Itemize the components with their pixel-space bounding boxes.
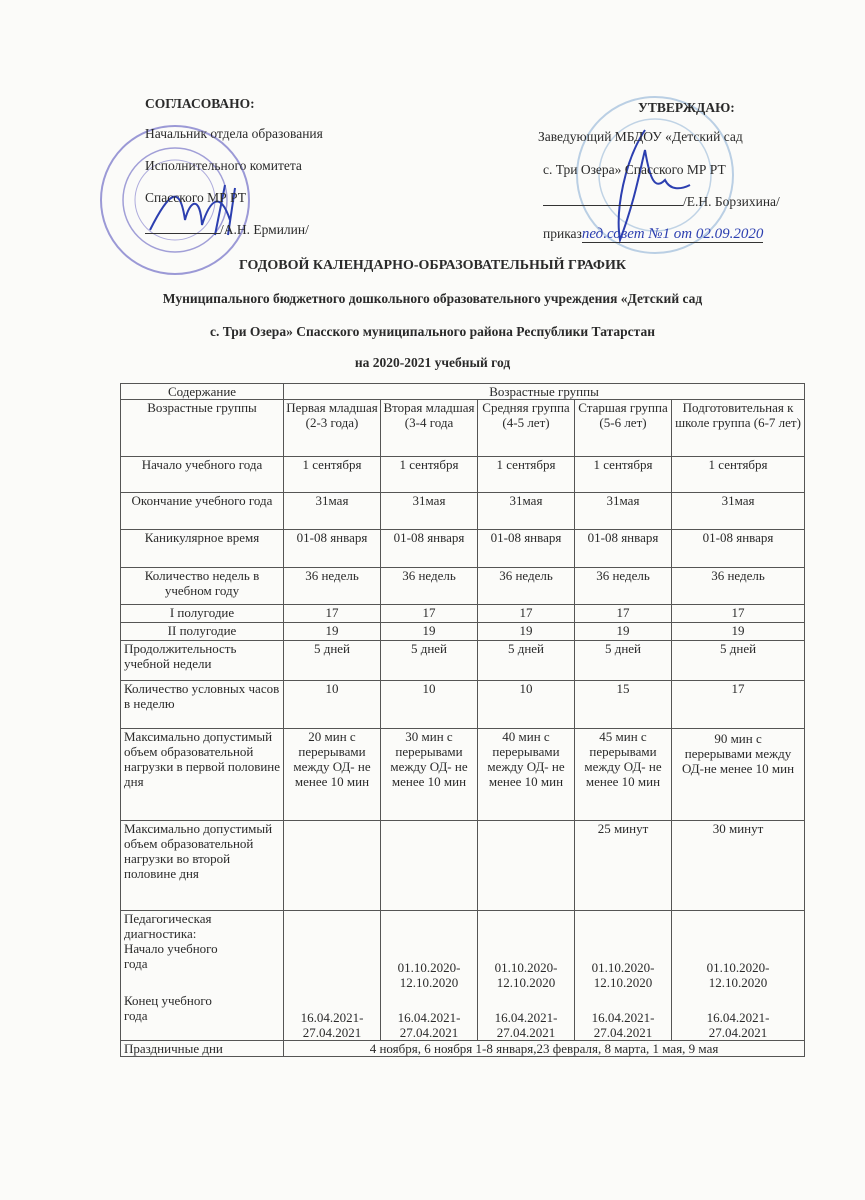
title-line2: Муниципального бюджетного дошкольного образовательного учреждения «Детский сад <box>162 291 703 306</box>
cell: 01-08 января <box>381 530 478 568</box>
row-label: I полугодие <box>121 605 284 623</box>
diagnostics-label: Педагогическая диагностика: <box>124 911 212 941</box>
table-row <box>121 530 805 568</box>
row-label: II полугодие <box>121 623 284 641</box>
row-label: Максимально допустимый объем образовательной нагрузки в первой половине дня <box>121 729 284 821</box>
cell: 15 <box>575 681 672 729</box>
cell: 1 сентября <box>381 457 478 493</box>
diag-start: 01.10.2020-12.10.2020 <box>397 960 461 990</box>
cell <box>381 821 478 911</box>
cell: 10 <box>381 681 478 729</box>
cell: 10 <box>478 681 575 729</box>
table-row <box>121 568 805 605</box>
cell: 31мая <box>381 493 478 530</box>
cell: 30 минут <box>672 821 805 911</box>
diag-end: 16.04.2021-27.04.2021 <box>591 1010 655 1040</box>
cell: Средняя группа (4-5 лет) <box>478 400 575 457</box>
cell: 36 недель <box>381 568 478 605</box>
cell: 17 <box>381 605 478 623</box>
agreed-heading: СОГЛАСОВАНО: <box>145 96 255 111</box>
order-line <box>543 226 763 243</box>
table-row <box>121 681 805 729</box>
diagnostics-row <box>121 911 805 1041</box>
cell: 36 недель <box>478 568 575 605</box>
title-line3: с. Три Озера» Спасского муниципального района Республики Татарстан <box>210 324 655 339</box>
cell: 90 мин с перерывами между ОД-не менее 10 мин <box>672 729 805 821</box>
table-row <box>121 457 805 493</box>
row-label <box>121 911 284 1041</box>
cell: 40 мин с перерывами между ОД- не менее 10 мин <box>478 729 575 821</box>
table-row <box>121 623 805 641</box>
cell: 31мая <box>478 493 575 530</box>
cell: Подготовительная к школе группа (6-7 лет) <box>672 400 805 457</box>
row-label: Максимально допустимый объем образовательной нагрузки во второй половине дня <box>121 821 284 911</box>
header-age-groups: Возрастные группы <box>284 384 805 400</box>
cell: 36 недель <box>575 568 672 605</box>
cell: 36 недель <box>672 568 805 605</box>
cell: 01-08 января <box>478 530 575 568</box>
table-row <box>121 493 805 530</box>
diag-start: 01.10.2020-12.10.2020 <box>591 960 655 990</box>
agreed-line1: Начальник отдела образования <box>145 126 323 141</box>
diag-end: 16.04.2021-27.04.2021 <box>300 1010 364 1040</box>
cell: Первая младшая (2-3 года) <box>284 400 381 457</box>
cell: 19 <box>478 623 575 641</box>
holidays-row <box>121 1041 805 1057</box>
cell: 19 <box>381 623 478 641</box>
diagnostics-start-label: Начало учебного года <box>124 941 218 971</box>
cell <box>284 911 381 1041</box>
cell: 31мая <box>575 493 672 530</box>
document-title: ГОДОВОЙ КАЛЕНДАРНО-ОБРАЗОВАТЕЛЬНЫЙ ГРАФИК <box>239 258 626 273</box>
cell: Старшая группа (5-6 лет) <box>575 400 672 457</box>
diag-start: 01.10.2020-12.10.2020 <box>706 960 770 990</box>
header-content: Содержание <box>121 384 284 400</box>
approved-signature-name: /Е.Н. Борзихина/ <box>683 194 780 209</box>
schedule-table <box>120 383 805 1057</box>
cell: 1 сентября <box>575 457 672 493</box>
agreed-signature-name: /А.Н. Ермилин/ <box>220 222 309 237</box>
agreed-signature-line <box>145 222 309 238</box>
cell: 5 дней <box>284 641 381 681</box>
cell: 5 дней <box>381 641 478 681</box>
cell: 31мая <box>284 493 381 530</box>
approved-signature-line <box>543 194 780 210</box>
table-row <box>121 641 805 681</box>
cell: Вторая младшая (3-4 года <box>381 400 478 457</box>
cell: 01-08 января <box>284 530 381 568</box>
table-row <box>121 729 805 821</box>
cell <box>381 911 478 1041</box>
cell: 5 дней <box>478 641 575 681</box>
cell: 25 минут <box>575 821 672 911</box>
cell: 30 мин с перерывами между ОД- не менее 10 мин <box>381 729 478 821</box>
row-label: Количество условных часов в неделю <box>121 681 284 729</box>
order-handwritten: пед.совет №1 от 02.09.2020 <box>581 226 764 242</box>
diag-end: 16.04.2021-27.04.2021 <box>706 1010 770 1040</box>
cell: 17 <box>284 605 381 623</box>
cell: 5 дней <box>575 641 672 681</box>
cell <box>575 911 672 1041</box>
agreed-line3: Спасского МР РТ <box>145 190 246 205</box>
row-label: Возрастные группы <box>121 400 284 457</box>
cell: 17 <box>672 605 805 623</box>
diag-start: 01.10.2020-12.10.2020 <box>494 960 558 990</box>
cell: 17 <box>672 681 805 729</box>
holidays-value: 4 ноября, 6 ноября 1-8 января,23 февраля, 8 марта, 1 мая, 9 мая <box>284 1041 805 1057</box>
cell: 19 <box>284 623 381 641</box>
cell: 31мая <box>672 493 805 530</box>
approved-line1: Заведующий МБДОУ «Детский сад <box>538 129 743 144</box>
row-label: Количество недель в учебном году <box>121 568 284 605</box>
table-row <box>121 605 805 623</box>
cell: 36 недель <box>284 568 381 605</box>
diagnostics-end-label: Конец учебного года <box>124 993 212 1023</box>
cell <box>478 821 575 911</box>
diag-end: 16.04.2021-27.04.2021 <box>494 1010 558 1040</box>
cell: 20 мин с перерывами между ОД- не менее 10 мин <box>284 729 381 821</box>
title-line4: на 2020-2021 учебный год <box>354 355 511 370</box>
cell: 5 дней <box>672 641 805 681</box>
table-row <box>121 400 805 457</box>
cell <box>478 911 575 1041</box>
table-header-row <box>121 384 805 400</box>
row-label: Продолжительность учебной недели <box>121 641 284 681</box>
cell: 01-08 января <box>672 530 805 568</box>
cell: 17 <box>478 605 575 623</box>
row-label: Праздничные дни <box>121 1041 284 1057</box>
cell: 1 сентября <box>478 457 575 493</box>
row-label: Окончание учебного года <box>121 493 284 530</box>
approved-line2: с. Три Озера» Спасского МР РТ <box>543 162 726 177</box>
cell <box>672 911 805 1041</box>
agreed-line2: Исполнительного комитета <box>145 158 302 173</box>
cell: 1 сентября <box>284 457 381 493</box>
order-label: приказ <box>543 226 582 241</box>
row-label: Каникулярное время <box>121 530 284 568</box>
cell: 45 мин с перерывами между ОД- не менее 10 мин <box>575 729 672 821</box>
cell <box>284 821 381 911</box>
cell: 10 <box>284 681 381 729</box>
diag-end: 16.04.2021-27.04.2021 <box>397 1010 461 1040</box>
cell: 19 <box>575 623 672 641</box>
cell: 17 <box>575 605 672 623</box>
cell: 01-08 января <box>575 530 672 568</box>
row-label: Начало учебного года <box>121 457 284 493</box>
approved-heading: УТВЕРЖДАЮ: <box>638 100 735 115</box>
cell: 19 <box>672 623 805 641</box>
table-row <box>121 821 805 911</box>
cell: 1 сентября <box>672 457 805 493</box>
